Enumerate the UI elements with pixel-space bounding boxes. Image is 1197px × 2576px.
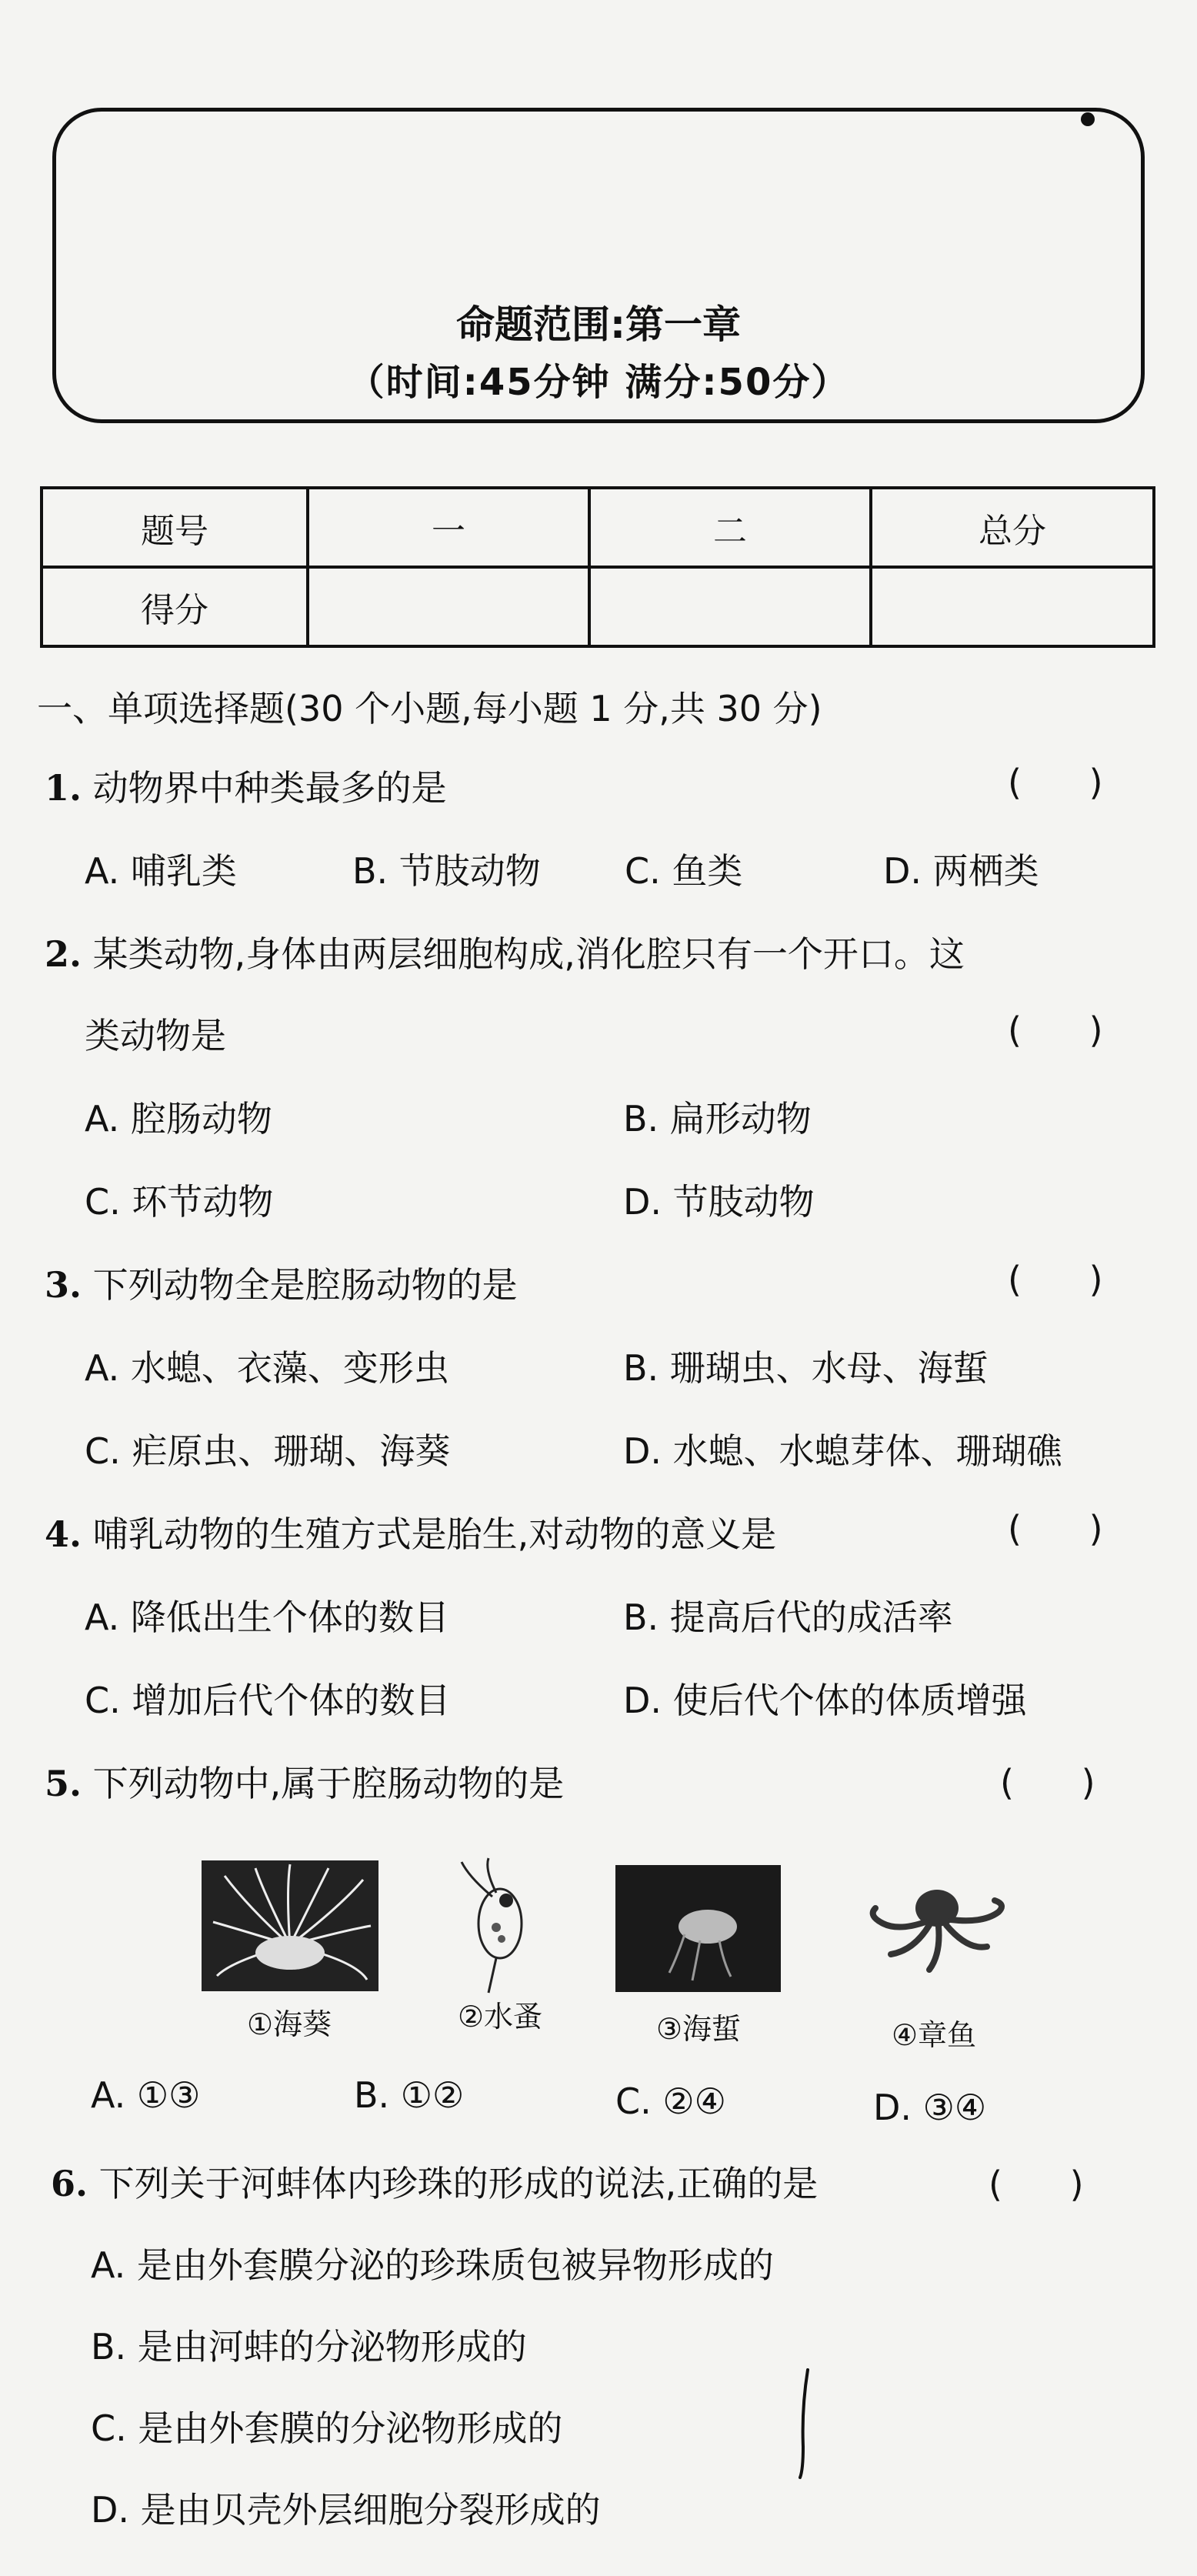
option[interactable]: B. 是由河蚌的分泌物形成的 xyxy=(91,2326,527,2367)
option[interactable]: C. 环节动物 xyxy=(85,1181,274,1223)
section-title: 一、单项选择题(30 个小题,每小题 1 分,共 30 分) xyxy=(37,688,822,729)
image-caption: ③海蜇 xyxy=(655,2012,742,2046)
table-header-cell: 总分 xyxy=(871,488,1154,567)
option[interactable]: B. 扁形动物 xyxy=(623,1098,812,1140)
option[interactable]: D. 水螅、水螅芽体、珊瑚礁 xyxy=(623,1430,1062,1472)
question-2 xyxy=(45,926,965,977)
option[interactable]: C. 疟原虫、珊瑚、海葵 xyxy=(85,1430,451,1472)
option[interactable]: D. 使后代个体的体质增强 xyxy=(623,1680,1027,1721)
question-stem: 下列动物全是腔肠动物的是 xyxy=(92,1264,518,1306)
option[interactable]: A. 哺乳类 xyxy=(85,850,237,892)
option[interactable]: B. 珊瑚虫、水母、海蜇 xyxy=(623,1347,989,1389)
option[interactable]: B. 节肢动物 xyxy=(352,850,541,892)
pen-mark xyxy=(785,2362,823,2485)
option[interactable]: C. 鱼类 xyxy=(625,850,743,892)
option[interactable]: A. 腔肠动物 xyxy=(85,1098,272,1140)
answer-paren[interactable]: ( ) xyxy=(1008,1259,1103,1300)
question-stem-continued: 类动物是 xyxy=(85,1015,226,1056)
option[interactable]: A. 是由外套膜分泌的珍珠质包被异物形成的 xyxy=(91,2244,774,2286)
table-header-cell: 题号 xyxy=(42,488,308,567)
table-score-row xyxy=(42,567,1154,646)
question-stem: 哺乳动物的生殖方式是胎生,对动物的意义是 xyxy=(92,1513,777,1555)
score-cell[interactable] xyxy=(871,567,1154,646)
frame-dot xyxy=(1081,112,1095,126)
option[interactable]: A. 水螅、衣藻、变形虫 xyxy=(85,1347,449,1389)
score-cell[interactable] xyxy=(589,567,871,646)
table-header-cell: 一 xyxy=(308,488,589,567)
question-number: 2. xyxy=(45,933,82,975)
answer-paren[interactable]: ( ) xyxy=(1000,1762,1095,1804)
answer-paren[interactable]: ( ) xyxy=(1008,1508,1103,1550)
question-stem: 下列动物中,属于腔肠动物的是 xyxy=(92,1763,565,1804)
score-table xyxy=(40,486,1155,648)
question-number: 4. xyxy=(45,1513,82,1555)
question-number: 5. xyxy=(45,1763,82,1804)
time-score-info: （时间:45分钟 满分:50分） xyxy=(347,361,850,404)
option[interactable]: A. 降低出生个体的数目 xyxy=(85,1597,449,1638)
option[interactable]: D. 是由贝壳外层细胞分裂形成的 xyxy=(91,2489,601,2531)
option[interactable]: C. 是由外套膜的分泌物形成的 xyxy=(91,2407,563,2449)
question-stem: 某类动物,身体由两层细胞构成,消化腔只有一个开口。这 xyxy=(92,933,965,975)
score-cell[interactable] xyxy=(308,567,589,646)
scope-title: 命题范围:第一章 xyxy=(456,302,741,347)
question-4 xyxy=(45,1507,776,1557)
question-1 xyxy=(45,760,447,811)
image-caption: ①海葵 xyxy=(246,2007,332,2041)
table-header-row xyxy=(42,488,1154,567)
image-caption: ④章鱼 xyxy=(891,2018,977,2052)
jellyfish-image xyxy=(615,1865,781,1992)
answer-paren[interactable]: ( ) xyxy=(1008,1009,1103,1051)
question-number: 1. xyxy=(45,767,82,809)
option[interactable]: D. ③④ xyxy=(873,2087,987,2128)
option[interactable]: D. 节肢动物 xyxy=(623,1181,815,1223)
option[interactable]: D. 两栖类 xyxy=(883,850,1039,892)
option[interactable]: C. 增加后代个体的数目 xyxy=(85,1680,451,1721)
question-5 xyxy=(45,1756,564,1807)
question-3 xyxy=(45,1257,518,1308)
question-stem: 下列关于河蚌体内珍珠的形成的说法,正确的是 xyxy=(98,2163,819,2204)
option[interactable]: C. ②④ xyxy=(615,2080,726,2122)
image-caption: ②水蚤 xyxy=(457,2000,543,2034)
question-6 xyxy=(51,2156,818,2207)
question-number: 6. xyxy=(51,2163,88,2204)
answer-paren[interactable]: ( ) xyxy=(989,2164,1084,2205)
octopus-image xyxy=(852,1877,1014,1977)
table-header-cell: 二 xyxy=(589,488,871,567)
question-number: 3. xyxy=(45,1264,82,1306)
sea-anemone-image xyxy=(202,1860,378,1991)
answer-paren[interactable]: ( ) xyxy=(1008,762,1103,803)
option[interactable]: B. ①② xyxy=(354,2074,465,2116)
question-stem: 动物界中种类最多的是 xyxy=(92,767,447,809)
water-flea-image xyxy=(454,1854,546,2000)
score-row-label: 得分 xyxy=(42,567,308,646)
option[interactable]: B. 提高后代的成活率 xyxy=(623,1597,953,1638)
option[interactable]: A. ①③ xyxy=(91,2074,201,2116)
